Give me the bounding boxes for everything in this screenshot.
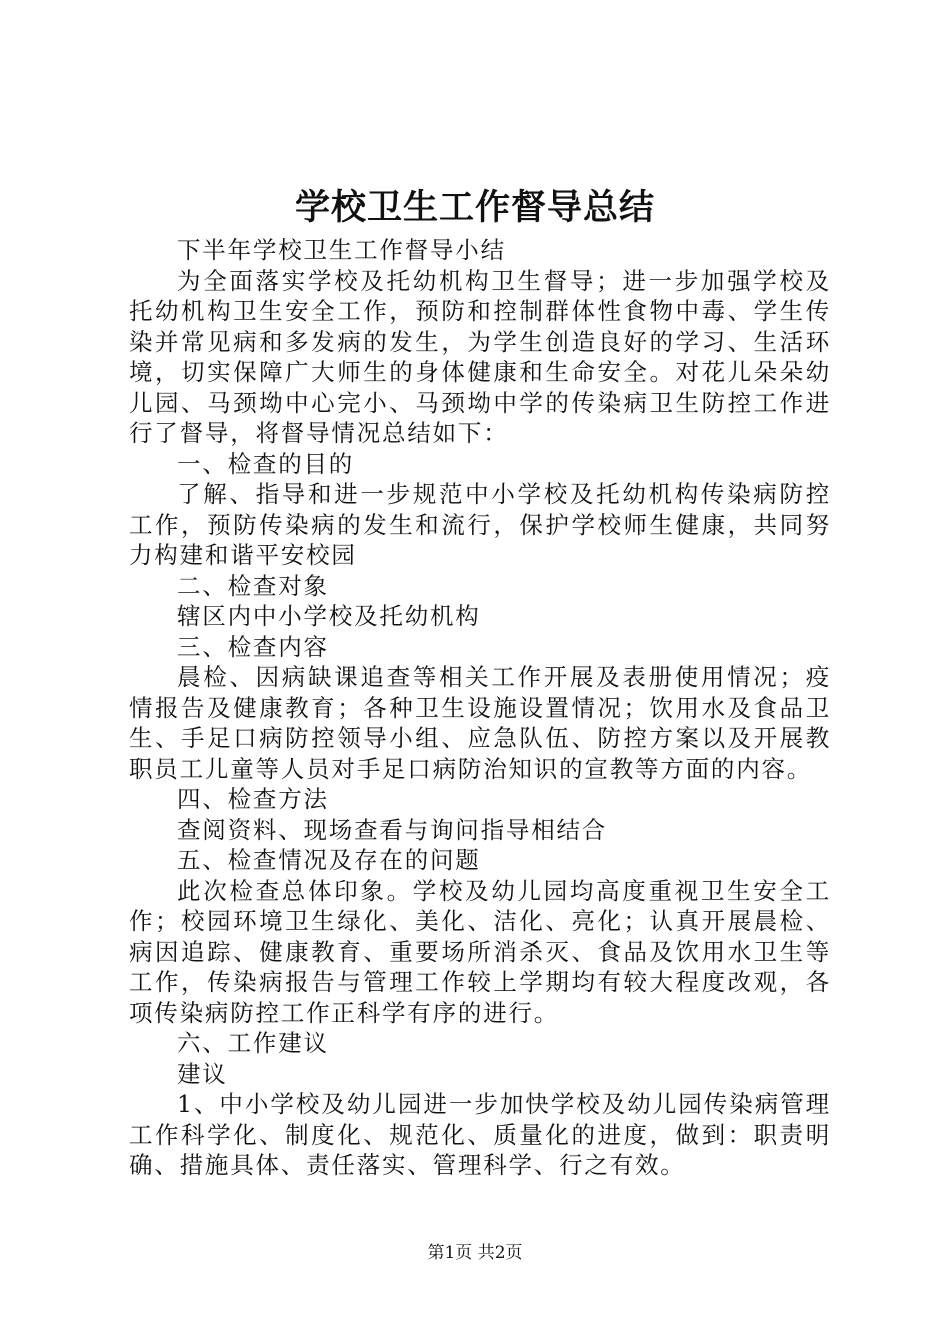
document-body [129, 235, 831, 1181]
section-heading-findings: 五、检查情况及存在的问题 [177, 846, 481, 874]
paragraph-purpose: 了解、指导和进一步规范中小学校及托幼机构传染病防控工作，预防传染病的发生和流行，保护学校师生健康，共同努力构建和谐平安校园 [129, 480, 831, 569]
section-heading-target: 二、检查对象 [177, 571, 329, 600]
section-heading-purpose: 一、检查的目的 [177, 449, 355, 478]
paragraph-content: 晨检、因病缺课追查等相关工作开展及表册使用情况；疫情报告及健康教育；各种卫生设施设置情况；饮用水及食品卫生、手足口病防控领导小组、应急队伍、防控方案以及开展教职员工儿童等人员对手足口病防治知识的宣教等方面的内容。 [129, 663, 831, 783]
paragraph-findings: 此次检查总体印象。学校及幼儿园均高度重视卫生安全工作；校园环境卫生绿化、美化、洁化、亮化；认真开展晨检、病因追踪、健康教育、重要场所消杀灭、食品及饮用水卫生等工作，传染病报告与管理工作较上学期均有较大程度改观，各项传染病防控工作正科学有序的进行。 [129, 876, 831, 1027]
paragraph-subtitle: 下半年学校卫生工作督导小结 [177, 236, 506, 264]
paragraph-method: 查阅资料、现场查看与询问指导相结合 [177, 815, 608, 844]
document-title: 学校卫生工作督导总结 [294, 187, 655, 228]
page-number-footer: 第1页 共2页 [427, 1243, 523, 1263]
section-heading-method: 四、检查方法 [177, 785, 329, 813]
paragraph-suggestion-1: 1、中小学校及幼儿园进一步加快学校及幼儿园传染病管理工作科学化、制度化、规范化、质量化的进度，做到：职责明确、措施具体、责任落实、管理科学、行之有效。 [129, 1090, 831, 1179]
paragraph-suggestion-label: 建议 [177, 1059, 228, 1088]
section-heading-suggestions: 六、工作建议 [177, 1029, 329, 1057]
section-heading-content: 三、检查内容 [177, 632, 329, 661]
paragraph-target: 辖区内中小学校及托幼机构 [177, 602, 481, 630]
paragraph-intro: 为全面落实学校及托幼机构卫生督导；进一步加强学校及托幼机构卫生安全工作，预防和控制群体性食物中毒、学生传染并常见病和多发病的发生，为学生创造良好的学习、生活环境，切实保障广大师生的身体健康和生命安全。对花儿朵朵幼儿园、马颈坳中心完小、马颈坳中学的传染病卫生防控工作进行了督导，将督导情况总结如下： [129, 266, 831, 447]
